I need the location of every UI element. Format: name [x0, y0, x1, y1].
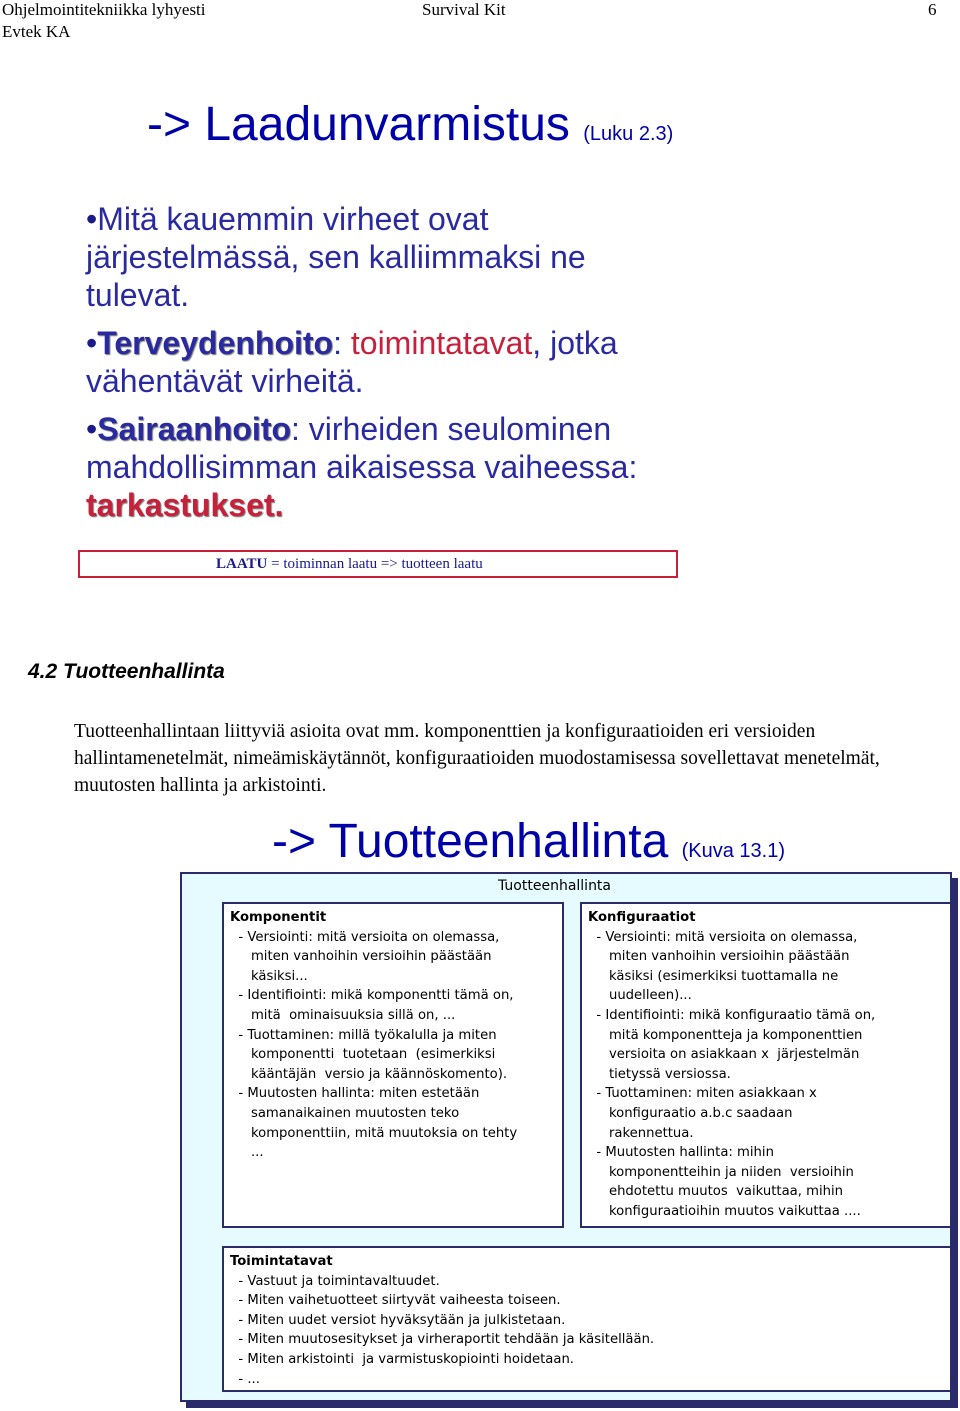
toimintatavat-line: - Miten arkistointi ja varmistuskopiointi hoidetaan. [230, 1351, 575, 1367]
konfiguraatiot-line: käsiksi (esimerkiksi tuottamalla ne [588, 968, 839, 984]
bullet-dot-icon: • [86, 325, 98, 361]
konfiguraatiot-line: versioita on asiakkaan x järjestelmän [588, 1047, 860, 1063]
term-tarkastukset: tarkastukset. [86, 487, 284, 523]
slide-title-text: -> Tuotteenhallinta [272, 815, 669, 868]
section-heading: 4.2 Tuotteenhallinta [28, 660, 225, 683]
laatu-box [78, 550, 678, 578]
konfiguraatiot-line: - Muutosten hallinta: mihin [588, 1145, 774, 1161]
komponentit-line: komponenttiin, mitä muutoksia on tehty [230, 1125, 518, 1141]
konfiguraatiot-box [580, 902, 952, 1228]
bullet-text: : [333, 325, 351, 361]
bullet-text: , jotka vähentävät virheitä. [86, 325, 618, 399]
slide-title-ref: (Luku 2.3) [583, 123, 674, 145]
komponentit-line: mitä ominaisuuksia sillä on, ... [230, 1007, 456, 1023]
page-number: 6 [928, 0, 937, 19]
komponentit-line: samanaikainen muutosten teko [230, 1105, 460, 1121]
konfiguraatiot-line: ehdotettu muutos vaikuttaa, mihin [588, 1184, 844, 1200]
bullet-item [86, 200, 686, 314]
konfiguraatiot-line: - Tuottaminen: miten asiakkaan x [588, 1086, 817, 1102]
komponentit-line: - Versiointi: mitä versioita on olemassa, [230, 929, 500, 945]
komponentit-box [222, 902, 564, 1228]
komponentit-line: - Muutosten hallinta: miten estetään [230, 1086, 480, 1102]
header-course-title: Ohjelmointitekniikka lyhyesti [2, 0, 206, 19]
bullet-text: Mitä kauemmin virheet ovat järjestelmässä, sen kalliimmaksi ne tulevat. [86, 201, 586, 313]
toimintatavat-box [222, 1246, 952, 1392]
konfiguraatiot-line: konfiguraatio a.b.c saadaan [588, 1105, 793, 1121]
bullet-text: : virheiden seulominen mahdollisimman aikaisessa vaiheessa: [86, 411, 638, 485]
slide-title-text: -> Laadunvarmistus [147, 98, 570, 151]
komponentit-line: käsiksi... [230, 968, 308, 984]
laatu-label: LAATU [216, 556, 268, 572]
konfiguraatiot-line: rakennettua. [588, 1125, 694, 1141]
konfiguraatiot-line: mitä komponentteja ja komponenttien [588, 1027, 863, 1043]
konfiguraatiot-line: tietyssä versiossa. [588, 1066, 731, 1082]
toimintatavat-line: - Miten muutosesitykset ja virheraportit tehdään ja käsitellään. [230, 1332, 655, 1348]
toimintatavat-line: - Miten uudet versiot hyväksytään ja julkistetaan. [230, 1312, 566, 1328]
konfiguraatiot-title: Konfiguraatiot [588, 910, 696, 925]
toimintatavat-line: - Vastuut ja toimintavaltuudet. [230, 1273, 440, 1289]
diagram-outer-label: Tuotteenhallinta [498, 878, 612, 894]
konfiguraatiot-line: konfiguraatioihin muutos vaikuttaa .... [588, 1203, 861, 1219]
slide-title-tuotteenhallinta [272, 814, 785, 879]
komponentit-line: ... [230, 1145, 264, 1161]
header-center-title: Survival Kit [422, 0, 506, 19]
konfiguraatiot-line: - Versiointi: mitä versioita on olemassa, [588, 929, 858, 945]
slide-title-ref: (Kuva 13.1) [681, 840, 786, 862]
laatu-text: = toiminnan laatu => tuotteen laatu [267, 556, 483, 572]
bullet-item [86, 410, 686, 524]
toimintatavat-line: - ... [230, 1371, 260, 1387]
toimintatavat-title: Toimintatavat [230, 1254, 333, 1269]
slide-title-laadunvarmistus [147, 98, 673, 161]
bullet-item [86, 324, 686, 400]
bullet-dot-icon: • [86, 411, 98, 447]
section-paragraph: Tuotteenhallintaan liittyviä asioita ovat mm. komponenttien ja konfiguraatioiden eri versioiden hallintamenetelmät, nimeämiskäytännöt, konfiguraatioiden muodostamisessa sovellettavat menetelmät, muutosten hallinta ja arkistointi. [74, 721, 880, 796]
toimintatavat-line: - Miten vaihetuotteet siirtyvät vaiheesta toiseen. [230, 1293, 561, 1309]
komponentit-line: - Identifiointi: mikä komponentti tämä on, [230, 988, 514, 1004]
komponentit-line: komponentti tuotetaan (esimerkiksi [230, 1047, 496, 1063]
konfiguraatiot-line: uudelleen)... [588, 988, 692, 1004]
term-terveydenhoito: Terveydenhoito [97, 325, 334, 361]
bullet-list [86, 200, 686, 534]
bullet-dot-icon: • [86, 201, 98, 237]
komponentit-title: Komponentit [230, 910, 327, 925]
term-sairaanhoito: Sairaanhoito [97, 411, 292, 447]
konfiguraatiot-line: komponentteihin ja niiden versioihin [588, 1164, 854, 1180]
komponentit-line: miten vanhoihin versioihin päästään [230, 949, 492, 965]
konfiguraatiot-line: miten vanhoihin versioihin päästään [588, 949, 850, 965]
komponentit-line: - Tuottaminen: millä työkalulla ja miten [230, 1027, 497, 1043]
komponentit-line: kääntäjän versio ja käännöskomento). [230, 1066, 508, 1082]
header-institution: Evtek KA [2, 22, 71, 41]
konfiguraatiot-line: - Identifiointi: mikä konfiguraatio tämä on, [588, 1007, 876, 1023]
term-toimintatavat: toimintatavat [350, 325, 533, 361]
